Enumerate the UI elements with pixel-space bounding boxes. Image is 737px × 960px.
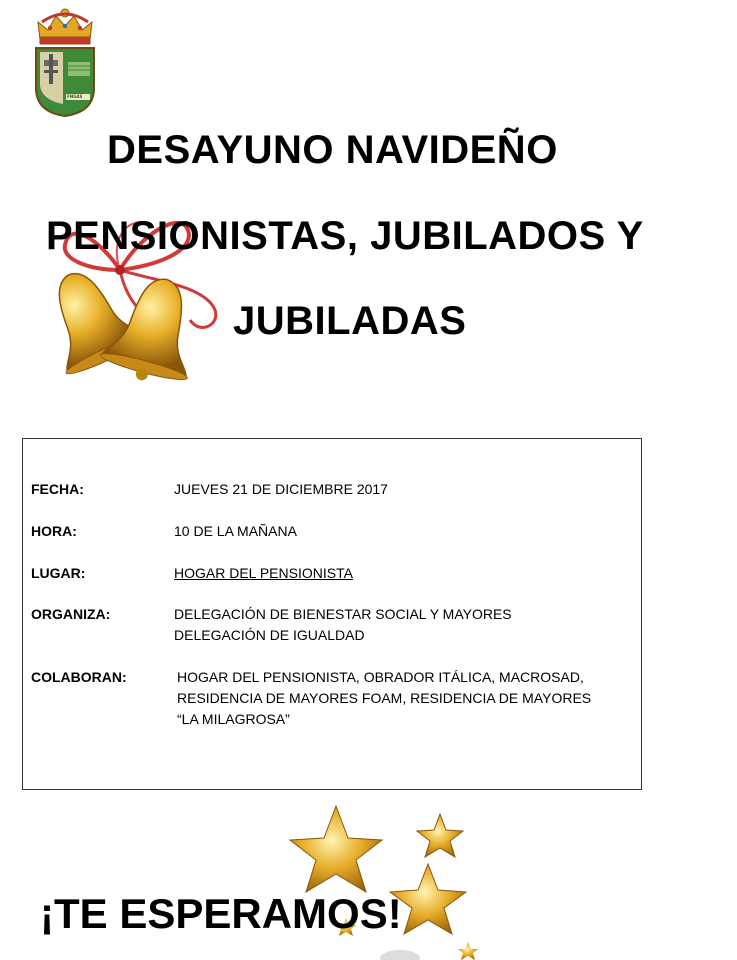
- te-esperamos-text: ¡TE ESPERAMOS!: [40, 890, 402, 937]
- colaboran-label: COLABORAN:: [31, 669, 127, 685]
- hora-value: 10 DE LA MAÑANA: [174, 523, 297, 539]
- organiza-value-line-1: DELEGACIÓN DE BIENESTAR SOCIAL Y MAYORES: [174, 606, 512, 622]
- coat-of-arms-icon: [30, 4, 100, 118]
- colaboran-value-line-1: HOGAR DEL PENSIONISTA, OBRADOR ITÁLICA, MACROSAD,: [177, 669, 584, 685]
- event-details-box: [22, 438, 642, 790]
- fecha-value: JUEVES 21 DE DICIEMBRE 2017: [174, 481, 388, 497]
- organiza-value-line-2: DELEGACIÓN DE IGUALDAD: [174, 627, 365, 643]
- fecha-label: FECHA:: [31, 481, 84, 497]
- title-line-1: DESAYUNO NAVIDEÑO: [107, 128, 558, 172]
- colaboran-value-line-3: “LA MILAGROSA”: [177, 711, 290, 727]
- title-line-2: PENSIONISTAS, JUBILADOS Y: [46, 214, 644, 258]
- title-line-3: JUBILADAS: [233, 299, 467, 343]
- crest-banner-text: FNGAS: [67, 94, 83, 99]
- hora-label: HORA:: [31, 523, 77, 539]
- lugar-label: LUGAR:: [31, 565, 86, 581]
- colaboran-value-line-2: RESIDENCIA DE MAYORES FOAM, RESIDENCIA DE MAYORES: [177, 690, 592, 706]
- lugar-value: HOGAR DEL PENSIONISTA: [174, 565, 353, 581]
- organiza-label: ORGANIZA:: [31, 606, 111, 622]
